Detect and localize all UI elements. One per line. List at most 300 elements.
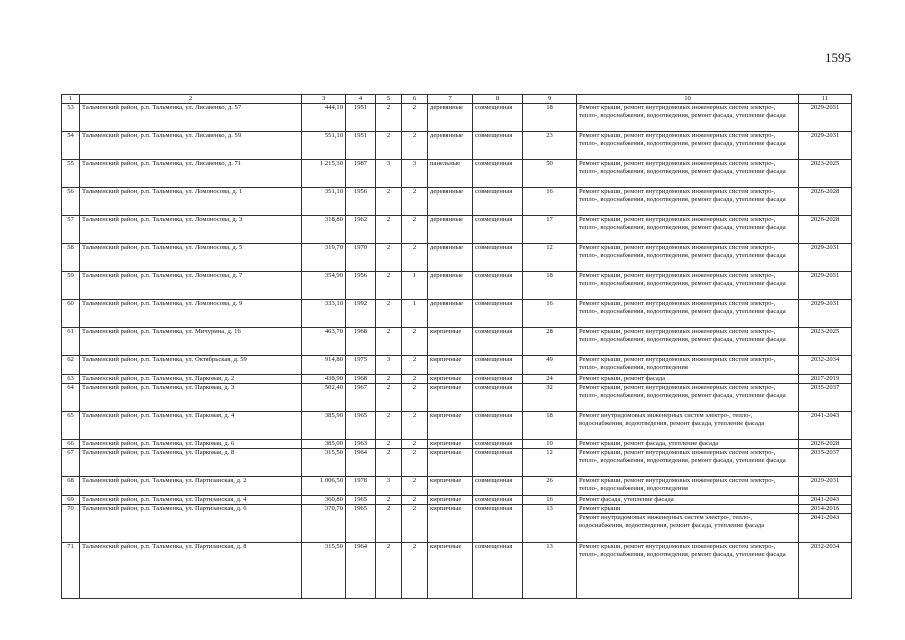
table-row bbox=[62, 384, 852, 412]
address-cell bbox=[80, 496, 302, 505]
works-cell bbox=[577, 496, 799, 505]
count-cell-text: 16 bbox=[546, 188, 553, 195]
address-cell-text: Тальменский район, р.п. Тальменка, ул. Лисавенко, д. 59 bbox=[82, 132, 242, 139]
roof-type-cell-text: совмещенная bbox=[475, 104, 513, 111]
address-cell bbox=[80, 188, 302, 216]
wall-material-cell bbox=[428, 477, 473, 496]
wall-material-cell bbox=[428, 505, 473, 543]
area-cell bbox=[302, 244, 346, 272]
wall-material-cell-text: деревянные bbox=[430, 132, 463, 139]
roof-type-cell-text: совмещенная bbox=[475, 244, 513, 251]
works-cell-text: Ремонт крыши, ремонт внутридомовых инженерных систем электро-, тепло-, водоснабжения, водоотведения, ремонт фасада, утепление фасада bbox=[579, 104, 786, 119]
entrances-cell bbox=[402, 104, 428, 132]
period-cell-text: 2023-2025 bbox=[810, 160, 840, 167]
roof-type-cell-text: совмещенная bbox=[475, 477, 513, 484]
year-cell-text: 1967 bbox=[353, 384, 368, 391]
entrances-cell-text: 2 bbox=[412, 356, 417, 363]
roof-type-cell-text: совмещенная bbox=[475, 188, 513, 195]
period-cell-text: 2029-2031 bbox=[810, 132, 840, 139]
address-cell-text: Тальменский район, р.п. Тальменка, ул. Партизанская, д. 2 bbox=[82, 477, 247, 484]
works-cell bbox=[577, 449, 799, 477]
wall-material-cell bbox=[428, 384, 473, 412]
count-cell-text: 12 bbox=[546, 244, 553, 251]
floors-cell bbox=[376, 272, 402, 300]
floors-cell bbox=[376, 244, 402, 272]
period-cell-text: 2029-2031 bbox=[810, 477, 840, 484]
count-cell-text: 18 bbox=[546, 272, 553, 279]
count-cell-text: 49 bbox=[546, 356, 553, 363]
area-cell bbox=[302, 449, 346, 477]
wall-material-cell bbox=[428, 412, 473, 440]
count-cell-text: 10 bbox=[546, 440, 553, 447]
table-row bbox=[62, 160, 852, 188]
floors-cell-text: 2 bbox=[386, 543, 391, 550]
entrances-cell-text: 2 bbox=[412, 496, 417, 503]
row-number bbox=[62, 543, 80, 599]
period-cell-text: 2041-2043 bbox=[810, 496, 840, 503]
address-cell bbox=[80, 272, 302, 300]
works-cell bbox=[577, 132, 799, 160]
area-cell-text: 1 006,50 bbox=[319, 477, 343, 484]
row-number bbox=[62, 272, 80, 300]
wall-material-cell-text: деревянные bbox=[430, 272, 463, 279]
works-cell bbox=[577, 477, 799, 496]
count-cell-text: 12 bbox=[546, 449, 553, 456]
wall-material-cell bbox=[428, 300, 473, 328]
roof-type-cell bbox=[473, 384, 523, 412]
row-number-text: 60 bbox=[67, 300, 74, 307]
year-cell bbox=[346, 375, 376, 384]
wall-material-cell-text: деревянные bbox=[430, 104, 463, 111]
works-cell bbox=[577, 160, 799, 188]
page-number: 1595 bbox=[825, 50, 851, 65]
floors-cell bbox=[376, 496, 402, 505]
works-cell bbox=[577, 244, 799, 272]
count-cell bbox=[523, 300, 577, 328]
roof-type-cell-text: совмещенная bbox=[475, 160, 513, 167]
floors-cell-text: 2 bbox=[386, 412, 391, 419]
entrances-cell-text: 2 bbox=[412, 244, 417, 251]
table-body bbox=[62, 95, 852, 599]
year-cell-text: 1987 bbox=[353, 160, 368, 167]
area-cell bbox=[302, 440, 346, 449]
address-cell bbox=[80, 160, 302, 188]
address-cell bbox=[80, 384, 302, 412]
floors-cell-text: 2 bbox=[386, 132, 391, 139]
period-cell bbox=[799, 216, 852, 244]
floors-cell-text: 2 bbox=[386, 440, 391, 447]
entrances-cell-text: 2 bbox=[412, 132, 417, 139]
year-cell-text: 1956 bbox=[353, 188, 368, 195]
floors-cell-text: 2 bbox=[386, 505, 391, 512]
entrances-cell-text: 2 bbox=[412, 328, 417, 335]
year-cell bbox=[346, 132, 376, 160]
address-cell-text: Тальменский район, р.п. Тальменка, ул. Парковая, д. 4 bbox=[82, 412, 235, 419]
entrances-cell-text: 1 bbox=[412, 300, 417, 307]
address-cell-text: Тальменский район, р.п. Тальменка, ул. Октябрьская, д. 59 bbox=[82, 356, 247, 363]
works-cell bbox=[577, 412, 799, 440]
table-row bbox=[62, 477, 852, 496]
year-cell bbox=[346, 412, 376, 440]
address-cell-text: Тальменский район, р.п. Тальменка, ул. Парковая, д. 6 bbox=[82, 440, 235, 447]
roof-type-cell-text: совмещенная bbox=[475, 449, 513, 456]
count-cell-text: 13 bbox=[546, 505, 553, 512]
column-header: 6 bbox=[402, 95, 428, 104]
entrances-cell bbox=[402, 160, 428, 188]
address-cell bbox=[80, 104, 302, 132]
row-number bbox=[62, 440, 80, 449]
works-cell-text: Ремонт крыши, ремонт внутридомовых инженерных систем электро-, тепло-, водоснабжения, водоотведения, ремонт фасада, утепление фасада bbox=[579, 384, 786, 399]
address-cell bbox=[80, 356, 302, 375]
column-header: 11 bbox=[799, 95, 852, 104]
row-number bbox=[62, 188, 80, 216]
row-number-text: 55 bbox=[67, 160, 74, 167]
address-cell-text: Тальменский район, р.п. Тальменка, ул. Ломоносова, д. 9 bbox=[82, 300, 243, 307]
works-cell-text: Ремонт внутридомовых инженерных систем электро-, тепло-, водоснабжения, водоотведения, ремонт фасада, утепление фасада bbox=[579, 412, 765, 427]
address-cell-text: Тальменский район, р.п. Тальменка, ул. Парковая, д. 8 bbox=[82, 449, 235, 456]
area-cell bbox=[302, 384, 346, 412]
address-cell-text: Тальменский район, р.п. Тальменка, ул. Партизанская, д. 8 bbox=[82, 543, 247, 550]
floors-cell-text: 2 bbox=[386, 384, 391, 391]
address-cell bbox=[80, 412, 302, 440]
row-number-text: 65 bbox=[67, 412, 74, 419]
address-cell bbox=[80, 132, 302, 160]
count-cell bbox=[523, 449, 577, 477]
period-cell bbox=[799, 300, 852, 328]
entrances-cell-text: 1 bbox=[412, 272, 417, 279]
count-cell bbox=[523, 505, 577, 543]
count-cell-text: 18 bbox=[546, 104, 553, 111]
floors-cell bbox=[376, 132, 402, 160]
works-cell-text: Ремонт крыши, ремонт внутридомовых инженерных систем электро-, тепло-, водоснабжения, водоотведения bbox=[579, 477, 776, 492]
works-cell-text: Ремонт крыши, ремонт внутридомовых инженерных систем электро-, тепло-, водоснабжения, водоотведения, ремонт фасада, утепление фасада bbox=[579, 188, 786, 203]
floors-cell-text: 2 bbox=[386, 300, 391, 307]
period-cell-text: 2029-2031 bbox=[810, 244, 840, 251]
works-cell bbox=[577, 272, 799, 300]
count-cell bbox=[523, 543, 577, 599]
area-cell-text: 914,80 bbox=[324, 356, 343, 363]
roof-type-cell bbox=[473, 412, 523, 440]
floors-cell-text: 3 bbox=[386, 356, 391, 363]
column-header: 1 bbox=[62, 95, 80, 104]
year-cell bbox=[346, 543, 376, 599]
row-number-text: 64 bbox=[67, 384, 74, 391]
area-cell-text: 315,50 bbox=[324, 449, 343, 456]
area-cell bbox=[302, 132, 346, 160]
entrances-cell bbox=[402, 505, 428, 543]
count-cell-text: 24 bbox=[546, 375, 553, 382]
column-header: 5 bbox=[376, 95, 402, 104]
area-cell bbox=[302, 412, 346, 440]
period-cell bbox=[799, 272, 852, 300]
row-number-text: 59 bbox=[67, 272, 74, 279]
address-cell bbox=[80, 505, 302, 543]
address-cell-text: Тальменский район, р.п. Тальменка, ул. Ломоносова, д. 3 bbox=[82, 216, 243, 223]
entrances-cell bbox=[402, 449, 428, 477]
entrances-cell bbox=[402, 356, 428, 375]
roof-type-cell-text: совмещенная bbox=[475, 216, 513, 223]
row-number-text: 63 bbox=[67, 375, 74, 382]
entrances-cell bbox=[402, 375, 428, 384]
count-cell bbox=[523, 375, 577, 384]
entrances-cell bbox=[402, 328, 428, 356]
table-row bbox=[62, 216, 852, 244]
table-header-row bbox=[62, 95, 852, 104]
roof-type-cell-text: совмещенная bbox=[475, 375, 513, 382]
wall-material-cell bbox=[428, 244, 473, 272]
table-row bbox=[62, 505, 852, 543]
count-cell bbox=[523, 104, 577, 132]
column-header: 2 bbox=[80, 95, 302, 104]
row-number bbox=[62, 356, 80, 375]
wall-material-cell-text: панельные bbox=[430, 160, 461, 167]
roof-type-cell-text: совмещенная bbox=[475, 300, 513, 307]
count-cell bbox=[523, 496, 577, 505]
roof-type-cell bbox=[473, 160, 523, 188]
floors-cell-text: 2 bbox=[386, 375, 391, 382]
floors-cell bbox=[376, 188, 402, 216]
row-number bbox=[62, 132, 80, 160]
year-cell bbox=[346, 104, 376, 132]
area-cell-text: 351,10 bbox=[324, 188, 343, 195]
count-cell bbox=[523, 356, 577, 375]
roof-type-cell-text: совмещенная bbox=[475, 505, 513, 512]
area-cell-text: 438,90 bbox=[324, 375, 343, 382]
wall-material-cell-text: деревянные bbox=[430, 216, 463, 223]
roof-type-cell bbox=[473, 300, 523, 328]
year-cell-text: 1964 bbox=[353, 543, 368, 550]
wall-material-cell bbox=[428, 188, 473, 216]
floors-cell-text: 3 bbox=[386, 477, 391, 484]
table-row bbox=[62, 300, 852, 328]
row-number-text: 54 bbox=[67, 132, 74, 139]
roof-type-cell-text: совмещенная bbox=[475, 356, 513, 363]
wall-material-cell-text: кирпичные bbox=[430, 543, 462, 550]
floors-cell-text: 3 bbox=[386, 160, 391, 167]
period-cell bbox=[799, 160, 852, 188]
roof-type-cell bbox=[473, 216, 523, 244]
row-number bbox=[62, 216, 80, 244]
wall-material-cell-text: кирпичные bbox=[430, 412, 462, 419]
row-number bbox=[62, 496, 80, 505]
year-cell bbox=[346, 496, 376, 505]
row-number bbox=[62, 449, 80, 477]
period-cell-text: 2041-2043 bbox=[810, 412, 840, 419]
entrances-cell-text: 2 bbox=[412, 384, 417, 391]
area-cell bbox=[302, 300, 346, 328]
works-cell bbox=[577, 384, 799, 412]
area-cell-text: 1 215,30 bbox=[319, 160, 343, 167]
entrances-cell-text: 2 bbox=[412, 188, 417, 195]
entrances-cell-text: 2 bbox=[412, 505, 417, 512]
works-cell-text: Ремонт крыши, ремонт фасада, утепление фасада bbox=[579, 440, 719, 447]
wall-material-cell bbox=[428, 272, 473, 300]
area-cell-text: 385,00 bbox=[324, 440, 343, 447]
column-header: 3 bbox=[302, 95, 346, 104]
period-cell-text: 2023-2025 bbox=[810, 328, 840, 335]
row-number-text: 56 bbox=[67, 188, 74, 195]
works-cell-text: Ремонт крыши, ремонт внутридомовых инженерных систем электро-, тепло-, водоснабжения, водоотведения, ремонт фасада, утепление фасада bbox=[579, 449, 786, 464]
table-row bbox=[62, 104, 852, 132]
address-cell-text: Тальменский район, р.п. Тальменка, ул. Парковая, д. 2 bbox=[82, 375, 235, 382]
table-row bbox=[62, 449, 852, 477]
roof-type-cell-text: совмещенная bbox=[475, 543, 513, 550]
area-cell-text: 319,70 bbox=[324, 244, 343, 251]
address-cell-text: Тальменский район, р.п. Тальменка, ул. Ломоносова, д. 1 bbox=[82, 188, 243, 195]
period-cell-text: 2026-2028 bbox=[810, 216, 840, 223]
row-number-text: 61 bbox=[67, 328, 74, 335]
period-cell-text: 2032-2034 bbox=[810, 356, 840, 363]
roof-type-cell bbox=[473, 505, 523, 543]
area-cell bbox=[302, 356, 346, 375]
works-cell-text: Ремонт крыши, ремонт внутридомовых инженерных систем электро-, тепло-, водоснабжения, водоотведения, ремонт фасада, утепление фасада bbox=[579, 272, 786, 287]
period-cell bbox=[799, 543, 852, 599]
entrances-cell-text: 2 bbox=[412, 440, 417, 447]
area-cell-text: 463,70 bbox=[324, 328, 343, 335]
year-cell-text: 1970 bbox=[353, 244, 368, 251]
year-cell bbox=[346, 384, 376, 412]
period-cell-text: 2032-2034 bbox=[810, 543, 840, 550]
address-cell bbox=[80, 375, 302, 384]
entrances-cell-text: 2 bbox=[412, 375, 417, 382]
count-cell bbox=[523, 412, 577, 440]
period-cell bbox=[799, 375, 852, 384]
roof-type-cell-text: совмещенная bbox=[475, 328, 513, 335]
period-cell-text: 2017-2019 bbox=[810, 375, 840, 382]
wall-material-cell-text: кирпичные bbox=[430, 505, 462, 512]
entrances-cell bbox=[402, 300, 428, 328]
entrances-cell-text: 2 bbox=[412, 216, 417, 223]
period-cell-text: 2029-2031 bbox=[810, 272, 840, 279]
row-number bbox=[62, 375, 80, 384]
entrances-cell bbox=[402, 216, 428, 244]
year-cell-text: 1962 bbox=[353, 216, 368, 223]
works-cell bbox=[577, 188, 799, 216]
floors-cell bbox=[376, 505, 402, 543]
year-cell bbox=[346, 160, 376, 188]
count-cell-text: 16 bbox=[546, 300, 553, 307]
year-cell-text: 1992 bbox=[353, 300, 368, 307]
count-cell bbox=[523, 440, 577, 449]
area-cell bbox=[302, 505, 346, 543]
area-cell bbox=[302, 328, 346, 356]
year-cell-text: 1975 bbox=[353, 356, 368, 363]
floors-cell bbox=[376, 449, 402, 477]
wall-material-cell bbox=[428, 449, 473, 477]
floors-cell-text: 2 bbox=[386, 328, 391, 335]
floors-cell bbox=[376, 440, 402, 449]
area-cell bbox=[302, 496, 346, 505]
count-cell-text: 23 bbox=[546, 132, 553, 139]
wall-material-cell-text: кирпичные bbox=[430, 356, 462, 363]
period-cell bbox=[799, 384, 852, 412]
roof-type-cell bbox=[473, 104, 523, 132]
works-cell-text: Ремонт крыши, ремонт внутридомовых инженерных систем электро-, тепло-, водоснабжения, водоотведения, ремонт фасада, утепление фасада bbox=[579, 300, 786, 315]
row-number-text: 71 bbox=[67, 543, 74, 550]
area-cell bbox=[302, 216, 346, 244]
floors-cell-text: 2 bbox=[386, 244, 391, 251]
roof-type-cell-text: совмещенная bbox=[475, 496, 513, 503]
area-cell bbox=[302, 188, 346, 216]
year-cell-text: 1965 bbox=[353, 412, 368, 419]
count-cell-text: 16 bbox=[546, 496, 553, 503]
year-cell-text: 1968 bbox=[353, 375, 368, 382]
period-cell bbox=[799, 477, 852, 496]
year-cell-text: 1956 bbox=[353, 272, 368, 279]
row-number bbox=[62, 384, 80, 412]
row-number bbox=[62, 300, 80, 328]
area-cell bbox=[302, 477, 346, 496]
year-cell bbox=[346, 477, 376, 496]
row-number-text: 67 bbox=[67, 449, 74, 456]
count-cell bbox=[523, 188, 577, 216]
floors-cell bbox=[376, 384, 402, 412]
period-cell bbox=[799, 244, 852, 272]
entrances-cell-text: 2 bbox=[412, 104, 417, 111]
column-header: 4 bbox=[346, 95, 376, 104]
entrances-cell-text: 3 bbox=[412, 160, 417, 167]
area-cell-text: 370,70 bbox=[324, 505, 343, 512]
works-cell-text: Ремонт фасада, утепление фасада bbox=[579, 496, 674, 503]
entrances-cell bbox=[402, 384, 428, 412]
column-header: 7 bbox=[428, 95, 473, 104]
area-cell-text: 385,90 bbox=[324, 412, 343, 419]
entrances-cell bbox=[402, 188, 428, 216]
entrances-cell bbox=[402, 440, 428, 449]
works-cell-text: Ремонт крыши, ремонт внутридомовых инженерных систем электро-, тепло-, водоснабжения, водоотведения, ремонт фасада, утепление фасада bbox=[579, 543, 786, 558]
works-cell-text: Ремонт крыши, ремонт внутридомовых инженерных систем электро-, тепло-, водоснабжения, водоотведения, ремонт фасада, утепление фасада bbox=[579, 216, 786, 231]
entrances-cell bbox=[402, 496, 428, 505]
wall-material-cell bbox=[428, 375, 473, 384]
row-number bbox=[62, 505, 80, 543]
address-cell-text: Тальменский район, р.п. Тальменка, ул. Мичурина, д. 16 bbox=[82, 328, 241, 335]
works-cell-text: Ремонт крыши, ремонт внутридомовых инженерных систем электро-, тепло-, водоснабжения, водоотведения, ремонт фасада, утепление фасада bbox=[579, 244, 786, 259]
year-cell bbox=[346, 440, 376, 449]
address-cell-text: Тальменский район, р.п. Тальменка, ул. Лисавенко, д. 57 bbox=[82, 104, 242, 111]
floors-cell bbox=[376, 356, 402, 375]
works-cell-text: Ремонт крыши, ремонт внутридомовых инженерных систем электро-, тепло-, водоснабжения, водоотведения bbox=[579, 356, 776, 371]
row-number-text: 62 bbox=[67, 356, 74, 363]
wall-material-cell bbox=[428, 104, 473, 132]
floors-cell bbox=[376, 412, 402, 440]
row-number bbox=[62, 328, 80, 356]
row-number-text: 58 bbox=[67, 244, 74, 251]
row-number bbox=[62, 244, 80, 272]
period-cell bbox=[799, 496, 852, 505]
area-cell bbox=[302, 543, 346, 599]
period-cell bbox=[799, 505, 852, 543]
row-number bbox=[62, 104, 80, 132]
works-cell bbox=[577, 375, 799, 384]
entrances-cell bbox=[402, 477, 428, 496]
count-cell-text: 28 bbox=[546, 328, 553, 335]
year-cell bbox=[346, 505, 376, 543]
area-cell-text: 315,50 bbox=[324, 543, 343, 550]
area-cell-text: 502,40 bbox=[324, 384, 343, 391]
table-row bbox=[62, 543, 852, 599]
wall-material-cell bbox=[428, 440, 473, 449]
address-cell-text: Тальменский район, р.п. Тальменка, ул. Лисавенко, д. 71 bbox=[82, 160, 242, 167]
table-row bbox=[62, 440, 852, 449]
period-cell bbox=[799, 104, 852, 132]
address-cell-text: Тальменский район, р.п. Тальменка, ул. Парковая, д. 3 bbox=[82, 384, 235, 391]
roof-type-cell bbox=[473, 132, 523, 160]
area-cell bbox=[302, 160, 346, 188]
entrances-cell bbox=[402, 244, 428, 272]
wall-material-cell bbox=[428, 132, 473, 160]
wall-material-cell bbox=[428, 160, 473, 188]
row-number-text: 68 bbox=[67, 477, 74, 484]
